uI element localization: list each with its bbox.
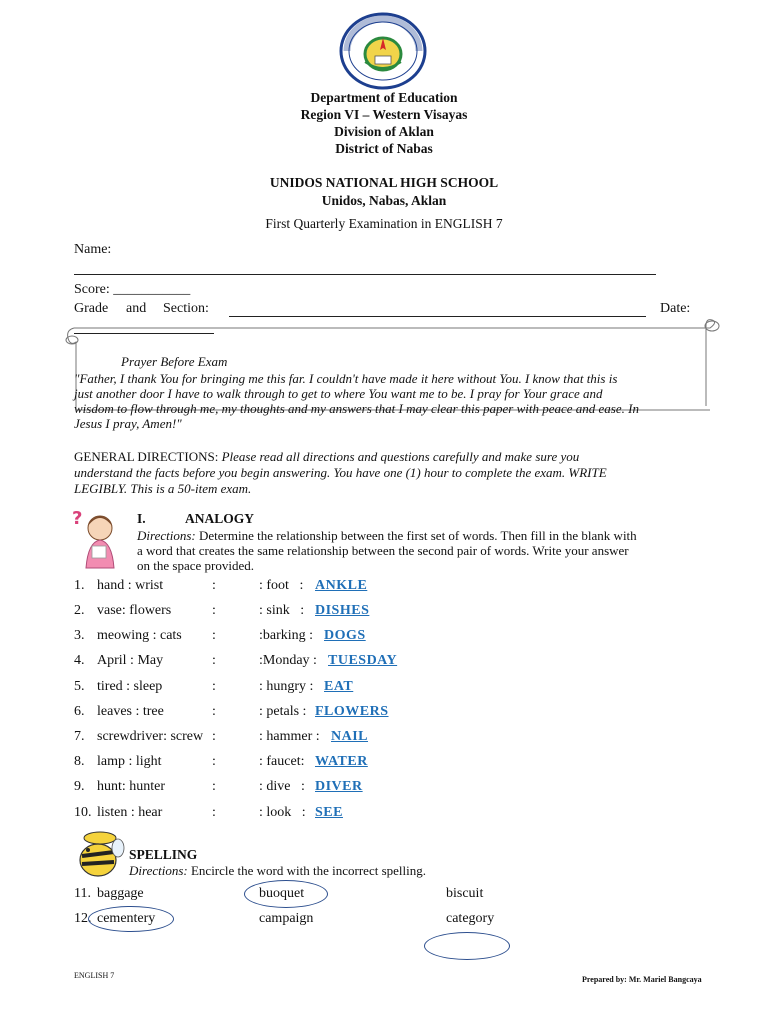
division-line: Division of Aklan <box>334 124 434 139</box>
school-address: Unidos, Nabas, Aklan <box>321 193 447 208</box>
date-label: Date: <box>660 301 691 316</box>
analogy-item <box>74 578 85 594</box>
prayer-title: Prayer Before Exam <box>121 354 228 369</box>
analogy-pair: hunt: hunter <box>97 779 166 794</box>
analogy-answer: ANKLE <box>315 578 368 593</box>
analogy-answer: SEE <box>315 805 343 820</box>
analogy-directions-text-1: Determine the relationship between the first set of words. Then fill in the blank with <box>195 528 637 543</box>
analogy-separator: : <box>212 779 216 794</box>
answer-circle <box>88 906 174 932</box>
analogy-numeral: I. <box>137 511 146 526</box>
item-number: 2. <box>74 603 85 618</box>
district-line: District of Nabas <box>335 141 433 156</box>
general-directions-line-1 <box>74 449 692 464</box>
analogy-separator: : <box>212 653 216 668</box>
analogy-pair: hand : wrist <box>97 578 164 593</box>
spelling-word[interactable]: category <box>446 911 495 926</box>
analogy-second: : petals : <box>259 704 307 719</box>
analogy-separator: : <box>212 628 216 643</box>
analogy-answer: TUESDAY <box>328 653 398 668</box>
item-number: 9. <box>74 779 85 794</box>
item-number: 1. <box>74 578 85 593</box>
spelling-word[interactable]: baggage <box>97 886 144 901</box>
item-number: 10. <box>74 805 92 820</box>
analogy-title: ANALOGY <box>185 511 255 526</box>
spelling-title: SPELLING <box>129 847 198 862</box>
analogy-directions-label: Directions: <box>137 528 196 543</box>
school-seal <box>339 12 427 90</box>
analogy-answer: FLOWERS <box>315 704 389 719</box>
footer-prepared-by: Prepared by: Mr. Mariel Bangcaya <box>582 975 702 984</box>
svg-text:?: ? <box>72 508 83 529</box>
item-number: 4. <box>74 653 85 668</box>
dept-line: Department of Education <box>310 90 458 105</box>
region-line: Region VI – Western Visayas <box>300 107 468 122</box>
analogy-answer: NAIL <box>331 729 369 744</box>
analogy-second: :Monday : <box>259 653 317 668</box>
analogy-pair: listen : hear <box>97 805 163 820</box>
analogy-pair: screwdriver: screw <box>97 729 204 744</box>
analogy-answer: DIVER <box>315 779 363 794</box>
analogy-second: :barking : <box>259 628 314 643</box>
spelling-number: 11. <box>74 886 91 901</box>
analogy-separator: : <box>212 754 216 769</box>
prayer-line-1: "Father, I thank You for bringing me this far. I couldn't have made it here without You. I know that this is <box>74 371 618 386</box>
analogy-pair: lamp : light <box>97 754 162 769</box>
and-label: and <box>126 301 147 316</box>
analogy-second: : sink : <box>259 603 305 618</box>
general-directions-text-3: LEGIBLY. This is a 50-item exam. <box>74 481 252 496</box>
analogy-pair: April : May <box>97 653 164 668</box>
spelling-bee-icon <box>74 830 126 878</box>
analogy-pair: meowing : cats <box>97 628 182 643</box>
analogy-separator: : <box>212 704 216 719</box>
name-label: Name: <box>74 242 112 257</box>
thinking-girl-icon <box>70 506 126 570</box>
spelling-directions-label: Directions: <box>129 863 188 878</box>
analogy-pair: leaves : tree <box>97 704 164 719</box>
analogy-answer: DISHES <box>315 603 370 618</box>
prayer-line-3: wisdom to flow through me, my thoughts and my answers that I may clear this paper with peace and ease. In <box>74 401 639 416</box>
analogy-separator: : <box>212 729 216 744</box>
prayer-line-4: Jesus I pray, Amen!" <box>74 416 182 431</box>
spelling-word[interactable]: buoquet <box>259 886 305 901</box>
analogy-answer: DOGS <box>324 628 366 643</box>
spelling-directions <box>129 863 426 878</box>
analogy-separator: : <box>212 578 216 593</box>
score-label: Score: ___________ <box>74 282 191 297</box>
analogy-directions-text-3: on the space provided. <box>137 558 254 573</box>
analogy-directions-text-2: a word that creates the same relationship between the second pair of words. Write your answer <box>137 543 629 558</box>
analogy-pair: vase: flowers <box>97 603 172 618</box>
analogy-second: : dive : <box>259 779 305 794</box>
section-line[interactable] <box>229 316 646 317</box>
analogy-second: : look : <box>259 805 306 820</box>
spelling-word[interactable]: campaign <box>259 911 314 926</box>
item-number: 6. <box>74 704 85 719</box>
analogy-answer: EAT <box>324 679 354 694</box>
spelling-directions-text: Encircle the word with the incorrect spelling. <box>187 863 426 878</box>
general-directions-text-2: understand the facts before you begin answering. You have one (1) hour to complete the exam. WRITE <box>74 465 607 480</box>
footer-subject: ENGLISH 7 <box>74 971 115 980</box>
item-number: 3. <box>74 628 85 643</box>
spelling-word[interactable]: cementery <box>97 911 156 926</box>
item-number: 7. <box>74 729 85 744</box>
item-number: 5. <box>74 679 85 694</box>
analogy-separator: : <box>212 679 216 694</box>
analogy-answer: WATER <box>315 754 368 769</box>
grade-label: Grade <box>74 301 109 316</box>
general-directions-text-1: Please read all directions and questions carefully and make sure you <box>218 449 580 464</box>
analogy-directions-line-1 <box>137 528 693 543</box>
spelling-number: 12. <box>74 911 92 926</box>
school-name: UNIDOS NATIONAL HIGH SCHOOL <box>269 175 499 190</box>
spelling-word[interactable]: biscuit <box>446 886 484 901</box>
prayer-line-2: just another door I have to walk through to get to where You want me to be. I pray for Your grace and <box>74 386 603 401</box>
item-number: 8. <box>74 754 85 769</box>
analogy-separator: : <box>212 603 216 618</box>
exam-title: First Quarterly Examination in ENGLISH 7 <box>265 216 503 231</box>
analogy-second: : hungry : <box>259 679 314 694</box>
section-label: Section: <box>163 301 209 316</box>
answer-circle <box>244 880 328 908</box>
answer-circle <box>424 932 510 960</box>
analogy-second: : foot : <box>259 578 304 593</box>
general-directions-label: GENERAL DIRECTIONS: <box>74 449 219 464</box>
analogy-second: : hammer : <box>259 729 320 744</box>
name-line[interactable] <box>74 274 656 275</box>
analogy-second: : faucet: <box>259 754 305 769</box>
analogy-separator: : <box>212 805 216 820</box>
analogy-pair: tired : sleep <box>97 679 163 694</box>
